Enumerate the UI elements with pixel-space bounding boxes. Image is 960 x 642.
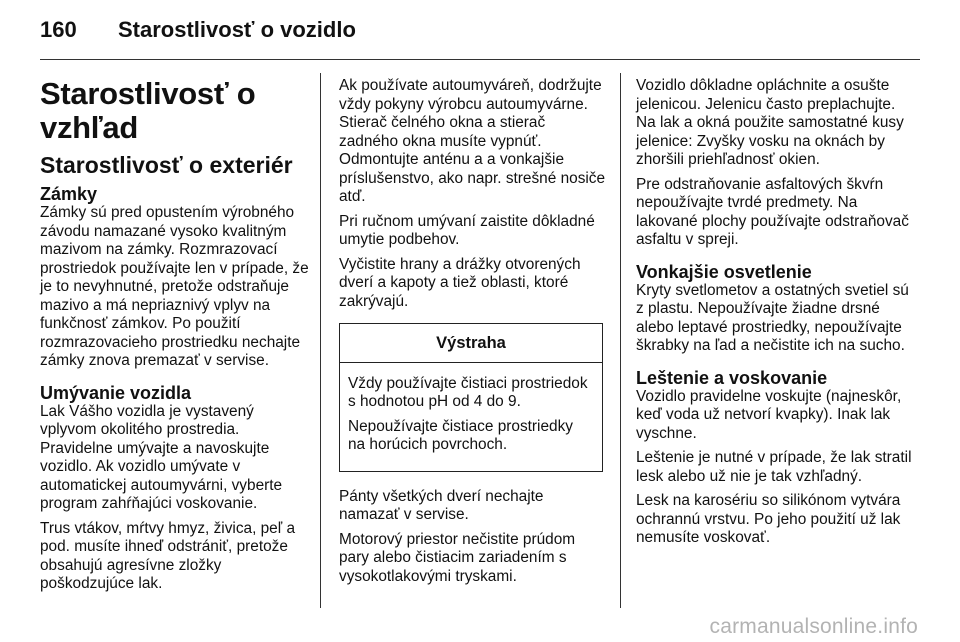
section-heading: Starostlivosť o exteriér — [40, 152, 293, 178]
door-edges-paragraph: Vyčistite hrany a drážky otvorených dverí a kapoty a tiež oblasti, ktoré zakrývajú. — [339, 255, 581, 310]
locks-heading: Zámky — [40, 184, 98, 204]
locks-paragraph: Zámky sú pred opustením výrobného závodu namazané vysoko kvalitným mazivom na zámky. Rozmrazovací prostriedok používajte len v prípade, že je to nevyhnutné, pretože odstraňuje mazivo a má nepriaznivý vplyv na funkčnosť zámkov. Po použití rozmrazovacieho prostriedku nechajte zámky znova premazať v servise. — [40, 204, 309, 369]
header-divider — [40, 59, 920, 60]
warning-text-2: Nepoužívajte čistiace prostriedky na horúcich povrchoch. — [348, 417, 573, 453]
warning-box — [339, 323, 603, 472]
column-divider-left — [320, 73, 321, 608]
page-header — [40, 17, 920, 47]
lights-paragraph: Kryty svetlometov a ostatných svetiel sú z plastu. Nepoužívajte žiadne drsné alebo leptavé prostriedky, nepoužívajte škrabky na ľad a nečistite ich na sucho. — [636, 281, 909, 354]
asphalt-paragraph: Pre odstraňovanie asfaltových škvŕn nepoužívajte tvrdé predmety. Na lakované plochy používajte odstraňovač asfaltu v spreji. — [636, 175, 909, 248]
main-heading: Starostlivosť o vzhľad — [40, 76, 256, 145]
wash-paragraph-2: Trus vtákov, mŕtvy hmyz, živica, peľ a pod. musíte ihneď odstrániť, pretože obsahujú agresívne zložky poškodzujúce lak. — [40, 519, 296, 592]
chapter-title: Starostlivosť o vozidlo — [118, 17, 356, 42]
lights-heading: Vonkajšie osvetlenie — [636, 261, 812, 282]
warning-title: Výstraha — [340, 324, 602, 363]
handwash-paragraph: Pri ručnom umývaní zaistite dôkladné umytie podbehov. — [339, 212, 595, 248]
polish-paragraph-1: Vozidlo pravidelne voskujte (najneskôr, keď voda už netvorí kvapky). Inak lak vyschne. — [636, 387, 902, 442]
watermark: carmanualsonline.info — [709, 615, 918, 638]
column-1 — [40, 77, 310, 600]
page-number: 160 — [40, 17, 77, 42]
warning-text-1: Vždy používajte čistiaci prostriedok s hodnotou pH od 4 do 9. — [348, 374, 588, 410]
column-divider-right — [620, 73, 621, 608]
column-3 — [636, 77, 918, 554]
polish-heading: Leštenie a voskovanie — [636, 367, 828, 388]
column-2 — [339, 77, 607, 592]
hinges-paragraph: Pánty všetkých dverí nechajte namazať v servise. — [339, 487, 544, 523]
engine-bay-paragraph: Motorový priestor nečistite prúdom pary alebo čistiacim zariadením s vysokotlakovými tryskami. — [339, 530, 576, 585]
rinse-paragraph: Vozidlo dôkladne opláchnite a osušte jelenicou. Jelenicu často preplachujte. Na lak a okná použite samostatné kusy jelenice: Zvyšky vosku na oknách by zhoršili priehľadnosť okien. — [636, 77, 904, 168]
polish-paragraph-3: Lesk na karosériu so silikónom vytvára ochrannú vrstvu. Po jeho použití už lak nemusíte voskovať. — [636, 492, 901, 546]
wash-paragraph-1: Lak Vášho vozidla je vystavený vplyvom okolitého prostredia. Pravidelne umývajte a navoskujte vozidlo. Ak vozidlo umývate v automatickej autoumyvárni, vyberte program zahŕňajúci voskovanie. — [40, 402, 283, 512]
warning-body — [340, 363, 602, 471]
wash-heading: Umývanie vozidla — [40, 382, 192, 403]
polish-paragraph-2: Leštenie je nutné v prípade, že lak stratil lesk alebo už nie je tak vzhľadný. — [636, 449, 912, 485]
carwash-paragraph: Ak používate autoumyváreň, dodržujte vždy pokyny výrobcu autoumyvárne. Stierač čelného okna a stierač zadného okna musíte vypnúť. Odmontujte anténu a a vonkajšie príslušenstvo, ako napr. strešné nosiče atď. — [339, 77, 606, 205]
